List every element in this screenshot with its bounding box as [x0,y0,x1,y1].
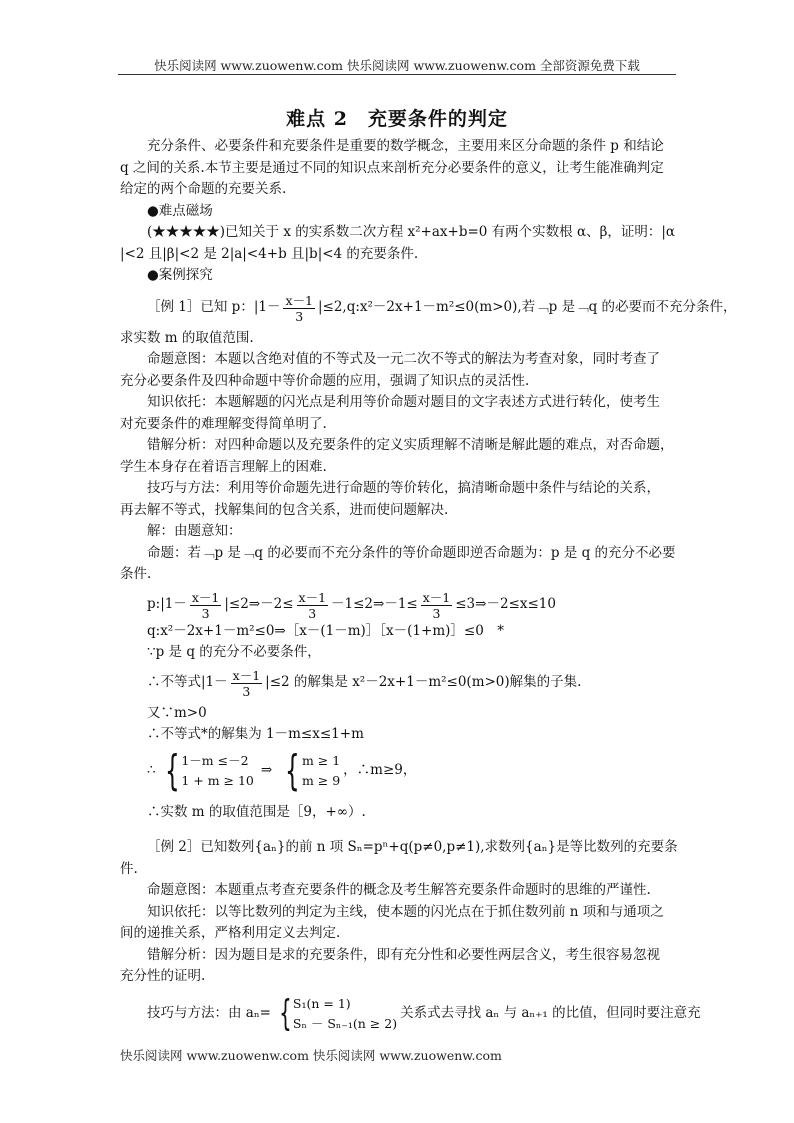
ex1-text: |≤2,q:x²－2x+1－m²≤0(m>0),若﹁p 是﹁q 的必要而不充分条件， [317,299,737,316]
math-text: p:|1－ [147,596,187,613]
ex2-zhishi: 知识依托：以等比数列的判定为主线，使本题的闪光点在于抓住数列前 n 项和与通项之 [147,903,664,920]
fraction-denominator: 3 [201,605,210,621]
system-lines [293,994,397,1034]
ex1-text: ［例 1］已知 p：|1－ [147,299,281,316]
fraction [190,590,222,621]
intro-paragraph: 充分条件、必要条件和充要条件是重要的数学概念，主要用来区分命题的条件 p 和结论 [147,138,664,154]
system-left [159,745,254,795]
section-heading-nandian: ●难点磁场 [147,202,213,219]
p-derivation [120,590,680,621]
because-line: ∵p 是 q 的充分不必要条件， [147,644,321,660]
math-text: ∴ [147,761,156,778]
example-1-statement [120,292,737,324]
nandian-problem-cont: |<2 且|β|<2 是 2|a|<4+b 且|b|<4 的充要条件. [120,245,419,262]
math-text: |≤2 的解集是 x²－2x+1－m²≤0(m>0)解集的子集. [265,674,582,691]
system-line: m ≥ 1 [301,752,341,768]
fraction [297,590,329,621]
ex1-cuojie-cont: 学生本身存在着语言理解上的困难. [120,458,327,475]
ex2-cuojie-cont: 充分性的证明. [120,968,206,984]
ex2-zhishi-cont: 间的递推关系，严格利用定义去判定. [120,925,341,941]
fraction-denominator: 3 [432,605,441,621]
left-brace: { [279,992,292,1034]
system-line: 1 + m ≥ 10 [181,772,254,788]
ex1-solution-label: 解：由题意知： [147,523,242,539]
math-text: 关系式去寻找 aₙ 与 aₙ₊₁ 的比值，但同时要注意充 [400,1004,701,1021]
ex1-result: ∴实数 m 的取值范围是［9，+∞）. [147,803,366,820]
fraction-numerator: x－1 [422,589,451,605]
system-lines [302,751,340,791]
left-brace: { [164,745,180,795]
example-2-statement: ［例 2］已知数列{aₙ}的前 n 项 Sₙ=pⁿ+q(p≠0,p≠1),求数列{aₙ}是等比数列的充要条件. [120,839,678,877]
also-line: 又∵m>0 [147,704,207,721]
ex1-zhishi: 知识依托：本题解题的闪光点是利用等价命题对题目的文字表述方式进行转化，使考生 [147,394,660,410]
ex1-cuojie: 错解分析：对四种命题以及充要条件的定义实质理解不清晰是解此题的难点，对否命题， [147,437,674,453]
left-brace: { [285,745,300,795]
ex2-mingti: 命题意图：本题重点考查充要条件的概念及考生解答充要条件命题时的思维的严谨性. [147,882,651,898]
system-line: Sₙ － Sₙ₋₁(n ≥ 2) [292,1015,398,1031]
ex1-mingti-cont: 充分必要条件及四种命题中等价命题的应用，强调了知识点的灵活性. [120,372,530,389]
fraction-numerator: x－1 [285,292,313,308]
nandian-problem: (★★★★★)已知关于 x 的实系数二次方程 x²+ax+b=0 有两个实数根 α、β，证明：|α [147,224,676,240]
implies-arrow: ⇒ [260,761,273,778]
page-footer: 快乐阅读网 www.zuowenw.com 快乐阅读网 www.zuowenw.com [120,1048,502,1063]
q-derivation: q:x²－2x+1－m²≤0⇒［x－(1－m)］［x－(1+m)］≤0 * [147,622,505,639]
piecewise-definition [274,994,397,1034]
math-text: |≤2⇒－2≤ [224,596,294,613]
solution-set-line: ∴不等式*的解集为 1－m≤x≤1+m [147,726,364,742]
math-text: ，∴m≥9， [343,761,417,778]
fraction-denominator: 3 [295,308,304,324]
document-body [120,136,737,1034]
ex1-jiqiao-cont: 再去解不等式，找解集间的包含关系，进而使问题解决. [120,501,449,518]
math-text: 技巧与方法：由 aₙ= [147,1004,271,1021]
intro-line: q 之间的关系.本节主要是通过不同的知识点来剖析充分必要条件的意义，让考生能准确判定 [120,159,664,176]
section-heading-anli: ●案例探究 [147,267,213,283]
inequality-system [120,745,680,795]
fraction-denominator: 3 [242,683,251,699]
page-header: 快乐阅读网 www.zuowenw.com 快乐阅读网 www.zuowenw.com 全部资源免费下载 [154,58,640,73]
ex1-line: 求实数 m 的取值范围. [120,329,254,346]
ex1-mt: 命题：若﹁p 是﹁q 的必要而不充分条件的等价命题即逆否命题为：p 是 q 的充分不必要 [147,544,676,561]
ex1-zhishi-cont: 对充要条件的难理解变得简单明了. [120,415,327,432]
ex1-mingti: 命题意图：本题以含绝对值的不等式及一元二次不等式的解法为考查对象，同时考查了 [147,351,660,367]
page-title: 难点 2 充要条件的判定 [286,108,508,130]
system-lines [181,751,254,791]
ex2-cuojie: 错解分析：因为题目是求的充要条件，即有充分性和必要性两层含义，考生很容易忽视 [147,946,660,963]
fraction-numerator: x－1 [191,589,220,605]
fraction [231,668,263,699]
fraction-numerator: x－1 [298,589,327,605]
ex1-jiqiao: 技巧与方法：利用等价命题先进行命题的等价转化，搞清晰命题中条件与结论的关系， [147,480,660,496]
ex1-mt-cont: 条件. [120,566,152,582]
fraction [421,590,453,621]
system-right [279,745,341,795]
math-text: ∴不等式|1－ [147,674,228,691]
system-line: 1－m ≤－2 [181,752,249,768]
ex2-jiqiao [120,992,701,1034]
header-divider [118,74,676,75]
therefore-subset-line [120,668,680,699]
system-line: m ≥ 9 [301,772,341,788]
math-text: －1≤2⇒－1≤ [331,596,418,613]
fraction-numerator: x－1 [232,667,261,683]
math-text: ≤3⇒－2≤x≤10 [455,596,556,613]
system-line: S₁(n = 1) [292,995,351,1011]
fraction-denominator: 3 [308,605,317,621]
intro-line: 给定的两个命题的充要关系. [120,181,287,197]
fraction [283,293,315,324]
